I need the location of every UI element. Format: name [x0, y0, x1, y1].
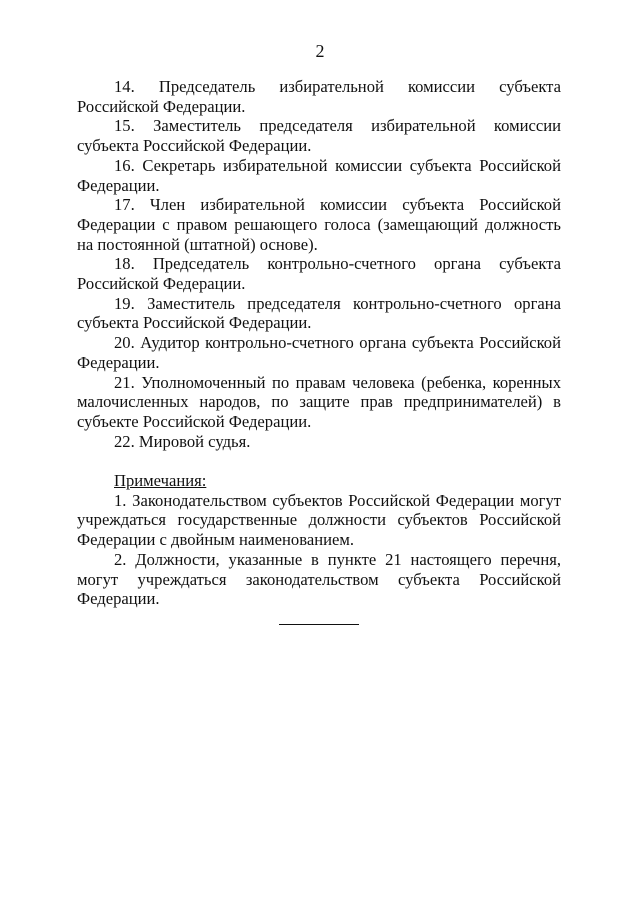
list-item: 17. Член избирательной комиссии субъекта Российской Федерации с правом решающего голоса (замещающий должность на постоянной (штатной) основе). — [77, 195, 561, 254]
note-item: 1. Законодательством субъектов Российской Федерации могут учреждаться государственные должности субъектов Российской Федерации с двойным наименованием. — [77, 490, 561, 550]
list-item: 18. Председатель контрольно-счетного органа субъекта Российской Федерации. — [77, 254, 561, 294]
note-item: 2. Должности, указанные в пункте 21 настоящего перечня, могут учреждаться законодательством субъекта Российской Федерации. — [77, 549, 561, 609]
list-item: 15. Заместитель председателя избирательной комиссии субъекта Российской Федерации. — [77, 116, 561, 156]
end-separator-line — [279, 624, 359, 625]
list-item: 14. Председатель избирательной комиссии субъекта Российской Федерации. — [77, 77, 561, 116]
list-item: 20. Аудитор контрольно-счетного органа субъекта Российской Федерации. — [77, 333, 561, 372]
list-item: 21. Уполномоченный по правам человека (ребенка, коренных малочисленных народов, по защите прав предпринимателей) в субъекте Российской Федерации. — [77, 372, 561, 431]
document-body — [77, 77, 561, 609]
list-item: 16. Секретарь избирательной комиссии субъекта Российской Федерации. — [77, 155, 561, 195]
list-item: 22. Мировой судья. — [114, 431, 251, 451]
page-number: 2 — [315, 41, 325, 61]
list-item: 19. Заместитель председателя контрольно-счетного органа субъекта Российской Федерации. — [77, 293, 561, 333]
notes-heading: Примечания: — [114, 471, 207, 491]
